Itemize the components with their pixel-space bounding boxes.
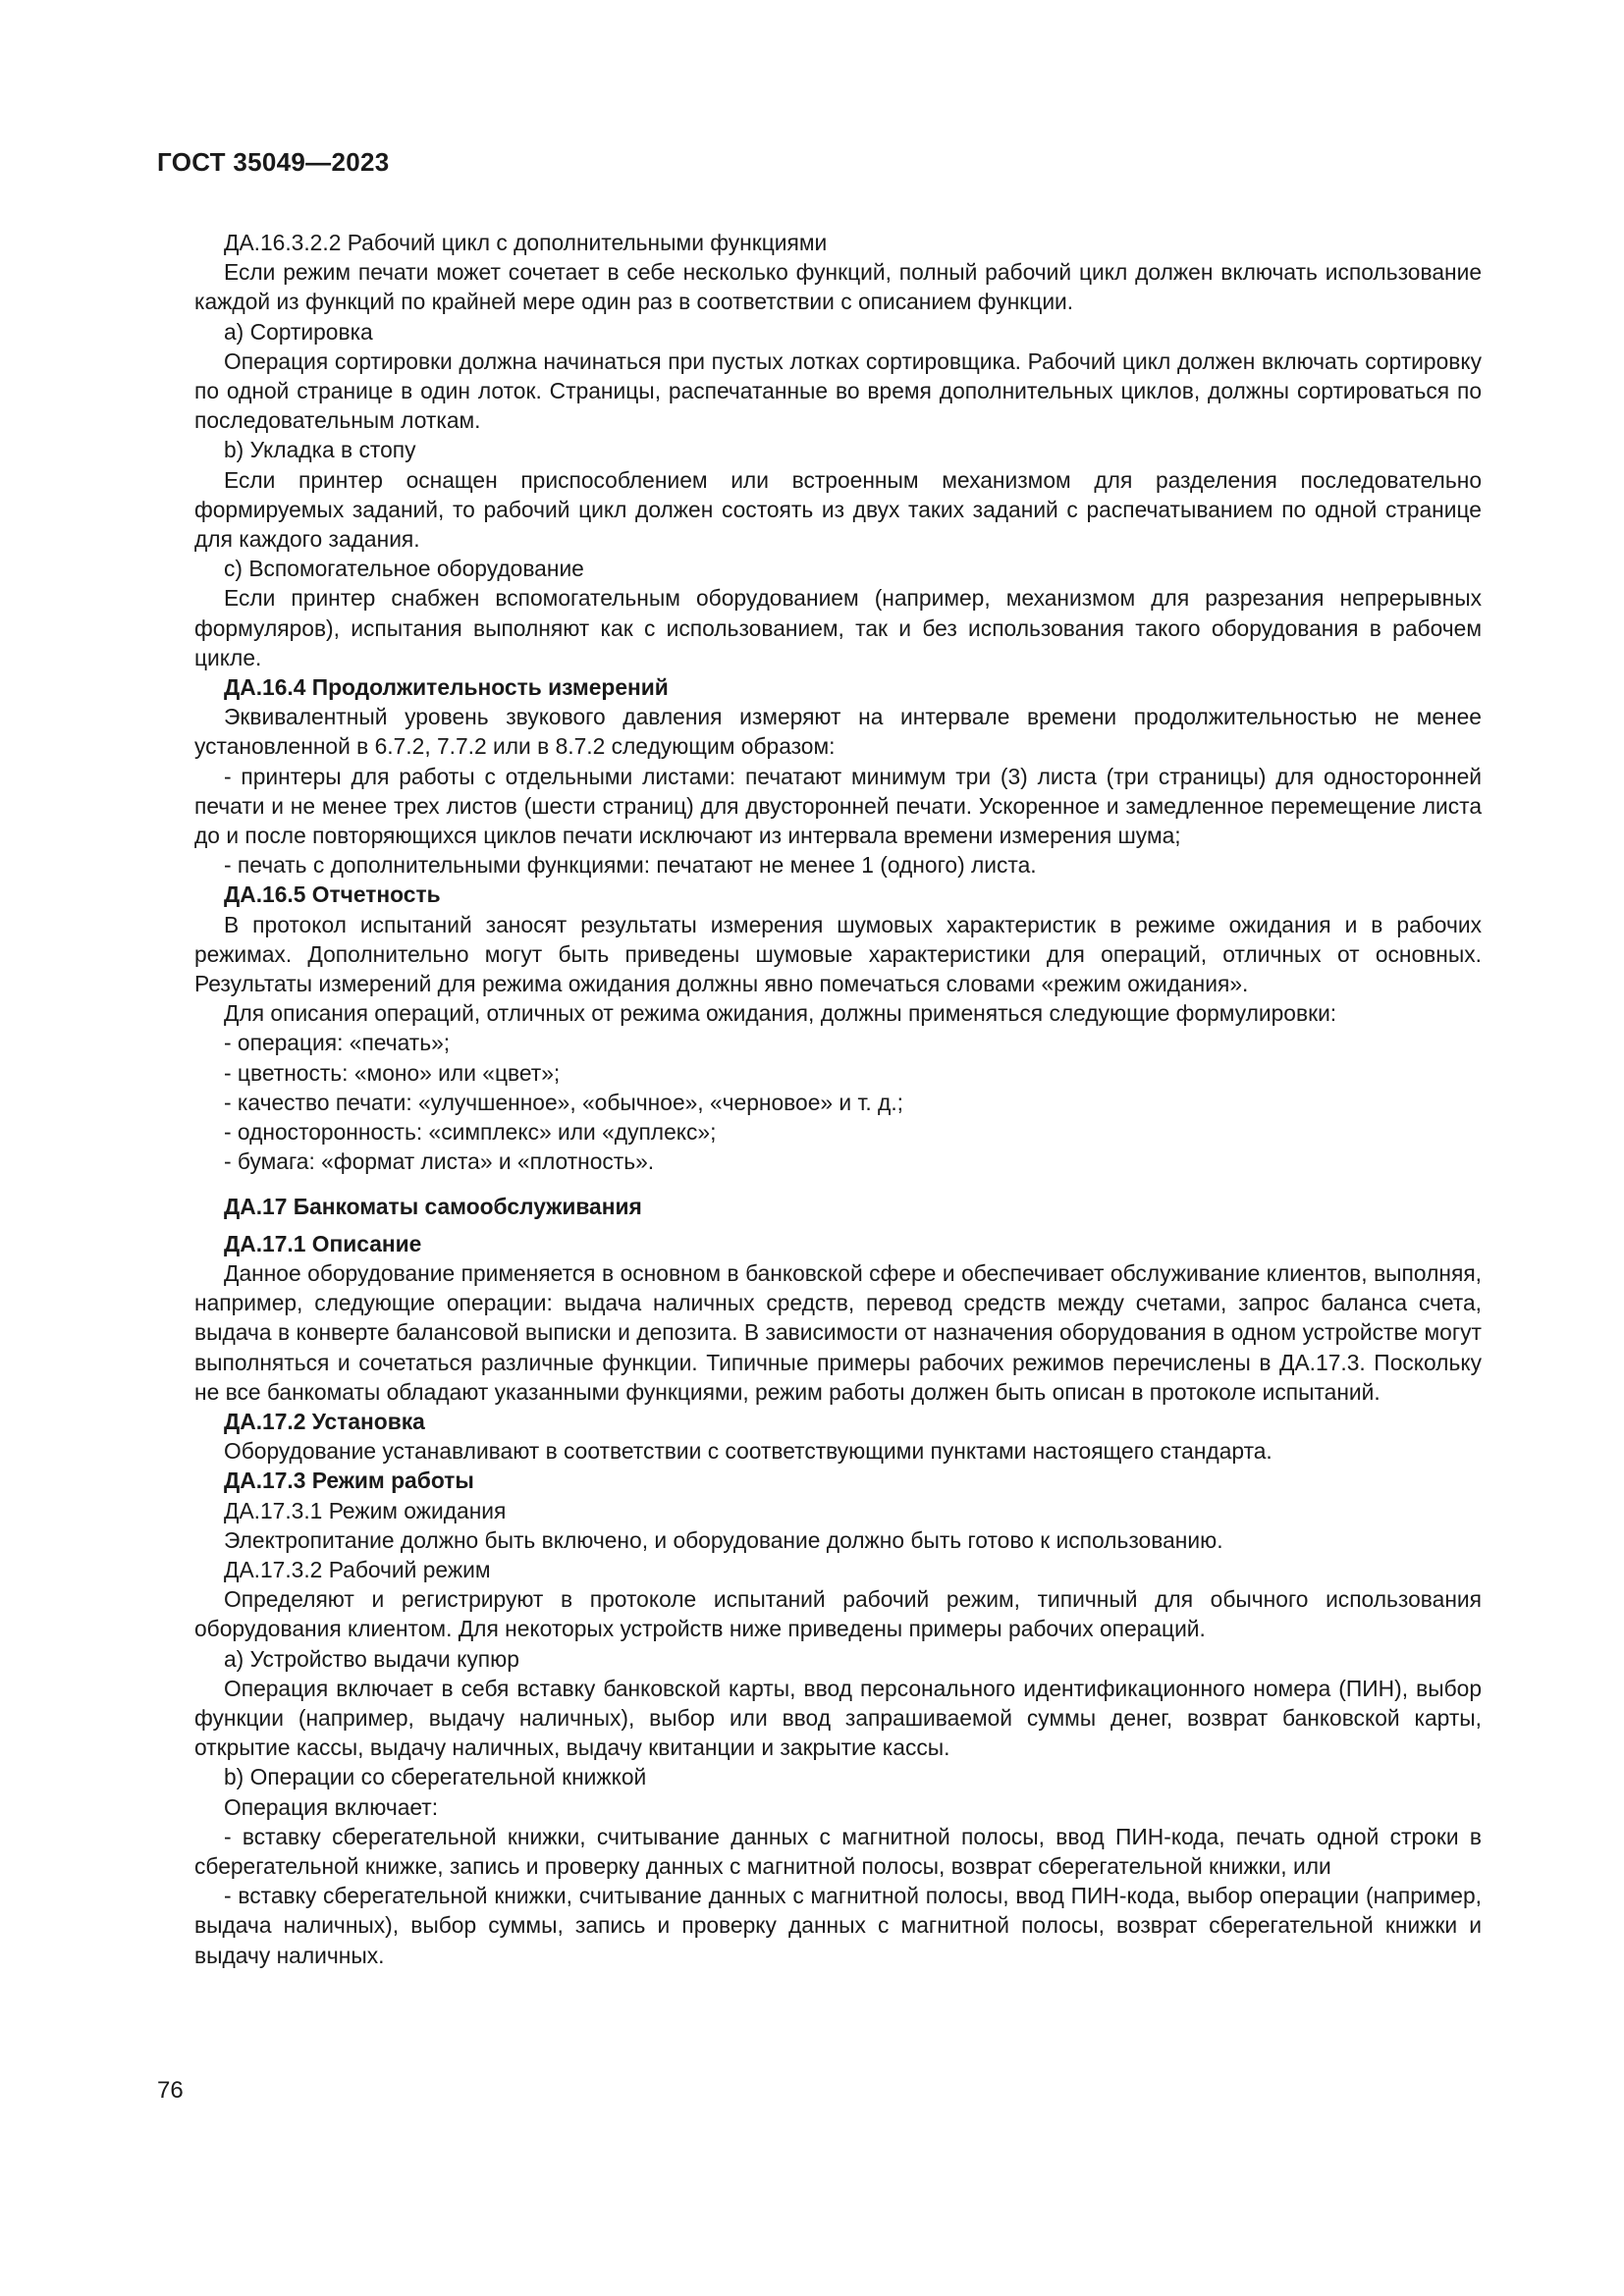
paragraph: Оборудование устанавливают в соответствии с соответствующими пунктами настоящего стандарта. [224, 1438, 1272, 1465]
paragraph: Если принтер оснащен приспособлением или встроенным механизмом для разделения последовательно формируемых заданий, то рабочий цикл должен состоять из двух таких заданий с распечатыванием по одной странице для каждого задания. [194, 466, 1482, 553]
subsection-title: ДА.17.3.1 Режим ожидания [224, 1497, 507, 1523]
page-number: 76 [157, 2077, 184, 2104]
list-item: - вставку сберегательной книжки, считывание данных с магнитной полосы, ввод ПИН-кода, выбор операции (например, выдача наличных), выбор суммы, запись и проверку данных с магнитной полосы, возврат сберегательной книжки и выдачу наличных. [194, 1883, 1482, 1968]
paragraph: Определяют и регистрируют в протоколе испытаний рабочий режим, типичный для обычного использования оборудования клиентом. Для некоторых устройств ниже приведены примеры рабочих операций. [194, 1586, 1482, 1642]
list-item: - вставку сберегательной книжки, считывание данных с магнитной полосы, ввод ПИН-кода, печать одной строки в сберегательной книжке, запись и проверку данных с магнитной полосы, возврат сберегательной книжки, или [194, 1823, 1482, 1879]
list-item: - цветность: «моно» или «цвет»; [224, 1059, 561, 1086]
paragraph: Операция включает в себя вставку банковской карты, ввод персонального идентификационного номера (ПИН), выбор функции (например, выдачу наличных), выбор или ввод запрашиваемой суммы денег, возврат банковской карты, открытие кассы, выдачу наличных, выдачу квитанции и закрытие кассы. [194, 1675, 1482, 1761]
list-item-label: а) Устройство выдачи купюр [224, 1645, 519, 1672]
list-item-label: а) Сортировка [224, 318, 373, 345]
paragraph: Операция включает: [224, 1793, 439, 1820]
paragraph: Для описания операций, отличных от режима ожидания, должны применяться следующие формулировки: [224, 1000, 1337, 1027]
paragraph: Данное оборудование применяется в основном в банковской сфере и обеспечивает обслуживание клиентов, выполняя, например, следующие операции: выдача наличных средств, перевод средств между счетами, запрос баланса счета, выдача в конверте балансовой выписки и депозита. В зависимости от назначения оборудования в одном устройстве могут выполняться и сочетаться различные функции. Типичные примеры рабочих режимов перечислены в ДА.17.3. Поскольку не все банкоматы обладают указанными функциями, режим работы должен быть описан в протоколе испытаний. [194, 1259, 1482, 1405]
document-header: ГОСТ 35049—2023 [157, 147, 390, 177]
subsection-title: ДА.17.3.2 Рабочий режим [224, 1556, 491, 1582]
section-heading: ДА.17.3 Режим работы [224, 1468, 474, 1494]
section-heading: ДА.17.1 Описание [224, 1230, 422, 1256]
list-item: - операция: «печать»; [224, 1030, 451, 1056]
document-body [194, 228, 1482, 1970]
paragraph: Операция сортировки должна начинаться при пустых лотках сортировщика. Рабочий цикл должен включать сортировку по одной странице в один лоток. Страницы, распечатанные во время дополнительных циклов, должны сортироваться по последовательным лоткам. [194, 347, 1482, 434]
list-item: - бумага: «формат листа» и «плотность». [224, 1148, 655, 1175]
section-heading: ДА.16.4 Продолжительность измерений [224, 674, 669, 701]
list-item: - односторонность: «симплекс» или «дуплекс»; [224, 1119, 717, 1146]
list-item: - принтеры для работы с отдельными листами: печатают минимум три (3) листа (три страницы) для односторонней печати и не менее трех листов (шести страниц) для двусторонней печати. Ускоренное и замедленное перемещение листа до и после повторяющихся циклов печати исключают из интервала времени измерения шума; [194, 763, 1482, 849]
paragraph: Если принтер снабжен вспомогательным оборудованием (например, механизмом для разрезания непрерывных формуляров), испытания выполняют как с использованием, так и без использования такого оборудования в рабочем цикле. [194, 585, 1482, 670]
section-heading: ДА.16.5 Отчетность [224, 881, 441, 908]
list-item-label: b) Операции со сберегательной книжкой [224, 1764, 647, 1790]
subsection-title: ДА.16.3.2.2 Рабочий цикл с дополнительными функциями [224, 230, 828, 255]
paragraph: Эквивалентный уровень звукового давления измеряют на интервале времени продолжительностью не менее установленной в 6.7.2, 7.7.2 или в 8.7.2 следующим образом: [194, 704, 1482, 760]
section-heading: ДА.17 Банкоматы самообслуживания [224, 1193, 642, 1219]
paragraph: Электропитание должно быть включено, и оборудование должно быть готово к использованию. [224, 1526, 1223, 1553]
list-item: - печать с дополнительными функциями: печатают не менее 1 (одного) листа. [224, 852, 1037, 879]
list-item-label: с) Вспомогательное оборудование [224, 556, 584, 582]
section-heading: ДА.17.2 Установка [224, 1408, 425, 1434]
paragraph: Если режим печати может сочетает в себе несколько функций, полный рабочий цикл должен включать использование каждой из функций по крайней мере один раз в соответствии с описанием функции. [194, 259, 1482, 315]
list-item: - качество печати: «улучшенное», «обычное», «черновое» и т. д.; [224, 1089, 903, 1115]
list-item-label: b) Укладка в стопу [224, 437, 416, 463]
paragraph: В протокол испытаний заносят результаты измерения шумовых характеристик в режиме ожидания и в рабочих режимах. Дополнительно могут быть приведены шумовые характеристики для операций, отличных от основных. Результаты измерений для режима ожидания должны явно помечаться словами «режим ожидания». [194, 911, 1482, 997]
